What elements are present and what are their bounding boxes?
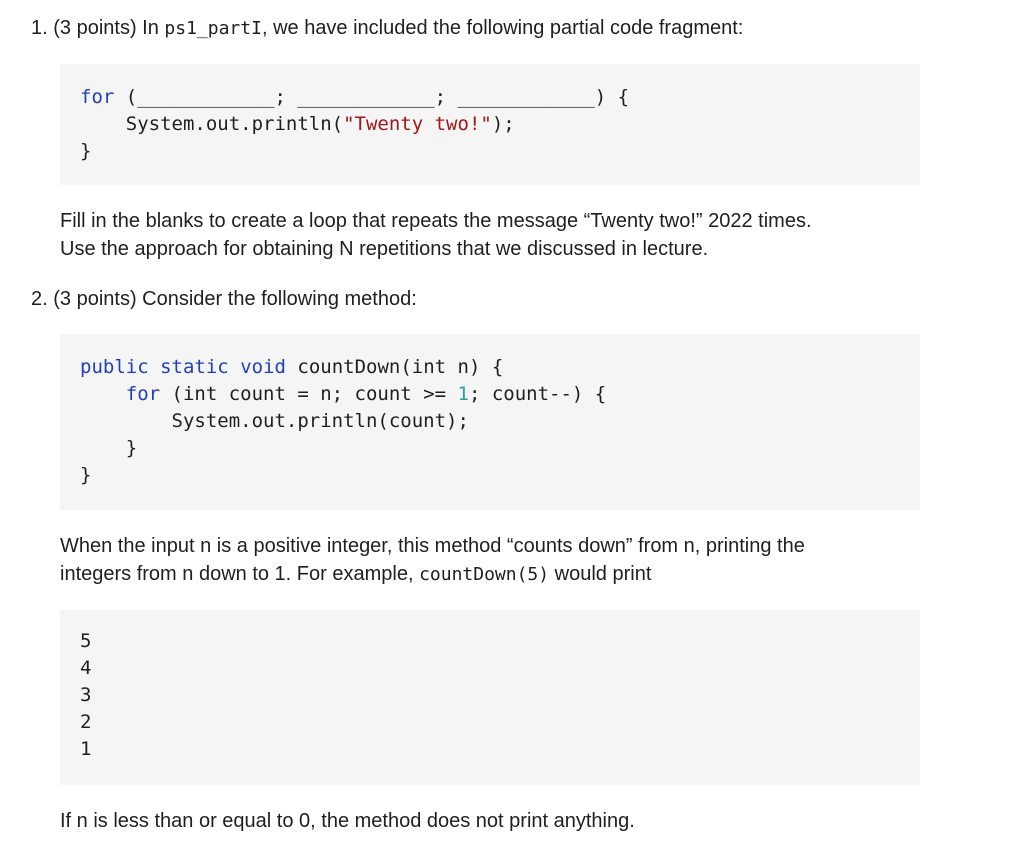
q2-description-line-2-post: would print: [549, 563, 652, 585]
q2-code-block: [60, 334, 920, 510]
output-line: 1: [80, 738, 92, 760]
keyword-void: void: [240, 356, 286, 378]
q1-heading-prefix: 1. (3 points) In: [31, 17, 165, 39]
q1-heading-suffix: , we have included the following partial code fragment:: [261, 17, 744, 39]
q1-heading: [31, 14, 743, 43]
q2-inline-code: countDown(5): [419, 564, 550, 585]
q2-closing-text: If n is less than or equal to 0, the method does not print anything.: [60, 810, 635, 832]
q2-code-number: 1: [457, 383, 469, 405]
q2-code-line-2-post: ; count--) {: [468, 383, 607, 405]
q2-code-line-2-mid: (int count = n; count >=: [160, 383, 458, 405]
q1-instruction-line-1: Fill in the blanks to create a loop that repeats the message “Twenty two!” 2022 times.: [60, 210, 812, 232]
q1-code-line-2: [80, 111, 515, 138]
keyword-static: static: [160, 356, 229, 378]
keyword-for: for: [80, 86, 115, 108]
q1-code-line-1-rest: (____________; ____________; ____________) {: [114, 86, 630, 108]
output-line: 3: [80, 684, 92, 706]
q1-code-string: "Twenty two!": [343, 113, 492, 135]
output-line: 5: [80, 630, 92, 652]
q1-code-line-3: }: [80, 140, 92, 162]
q2-code-line-3: System.out.println(count);: [80, 410, 469, 432]
q2-description-line-2-pre: integers from n down to 1. For example,: [60, 563, 420, 585]
keyword-public: public: [80, 356, 149, 378]
q2-code-line-4: }: [80, 437, 138, 459]
output-line: 2: [80, 711, 92, 733]
q2-description-line-2: [60, 560, 651, 589]
q1-instruction-line-2: Use the approach for obtaining N repetitions that we discussed in lecture.: [60, 238, 709, 260]
q2-code-line-1-rest: countDown(int n) {: [285, 356, 504, 378]
q2-code-line-2: [80, 381, 606, 408]
output-line: 4: [80, 657, 92, 679]
q2-code-line-1: [80, 354, 503, 381]
q1-code-name: ps1_partI: [164, 18, 262, 39]
q2-heading: 2. (3 points) Consider the following method:: [31, 288, 417, 310]
q2-description-line-1: When the input n is a positive integer, this method “counts down” from n, printing the: [60, 535, 805, 557]
q1-code-block: [60, 64, 920, 185]
keyword-for: for: [125, 383, 161, 405]
q1-code-line-2-pre: System.out.println(: [80, 113, 344, 135]
q2-code-line-5: }: [80, 464, 92, 486]
q1-code-line-2-post: );: [491, 113, 515, 135]
q2-output-block: [60, 610, 920, 785]
q1-code-line-1: [80, 84, 629, 111]
q2-code-line-2-pre: [80, 383, 126, 405]
